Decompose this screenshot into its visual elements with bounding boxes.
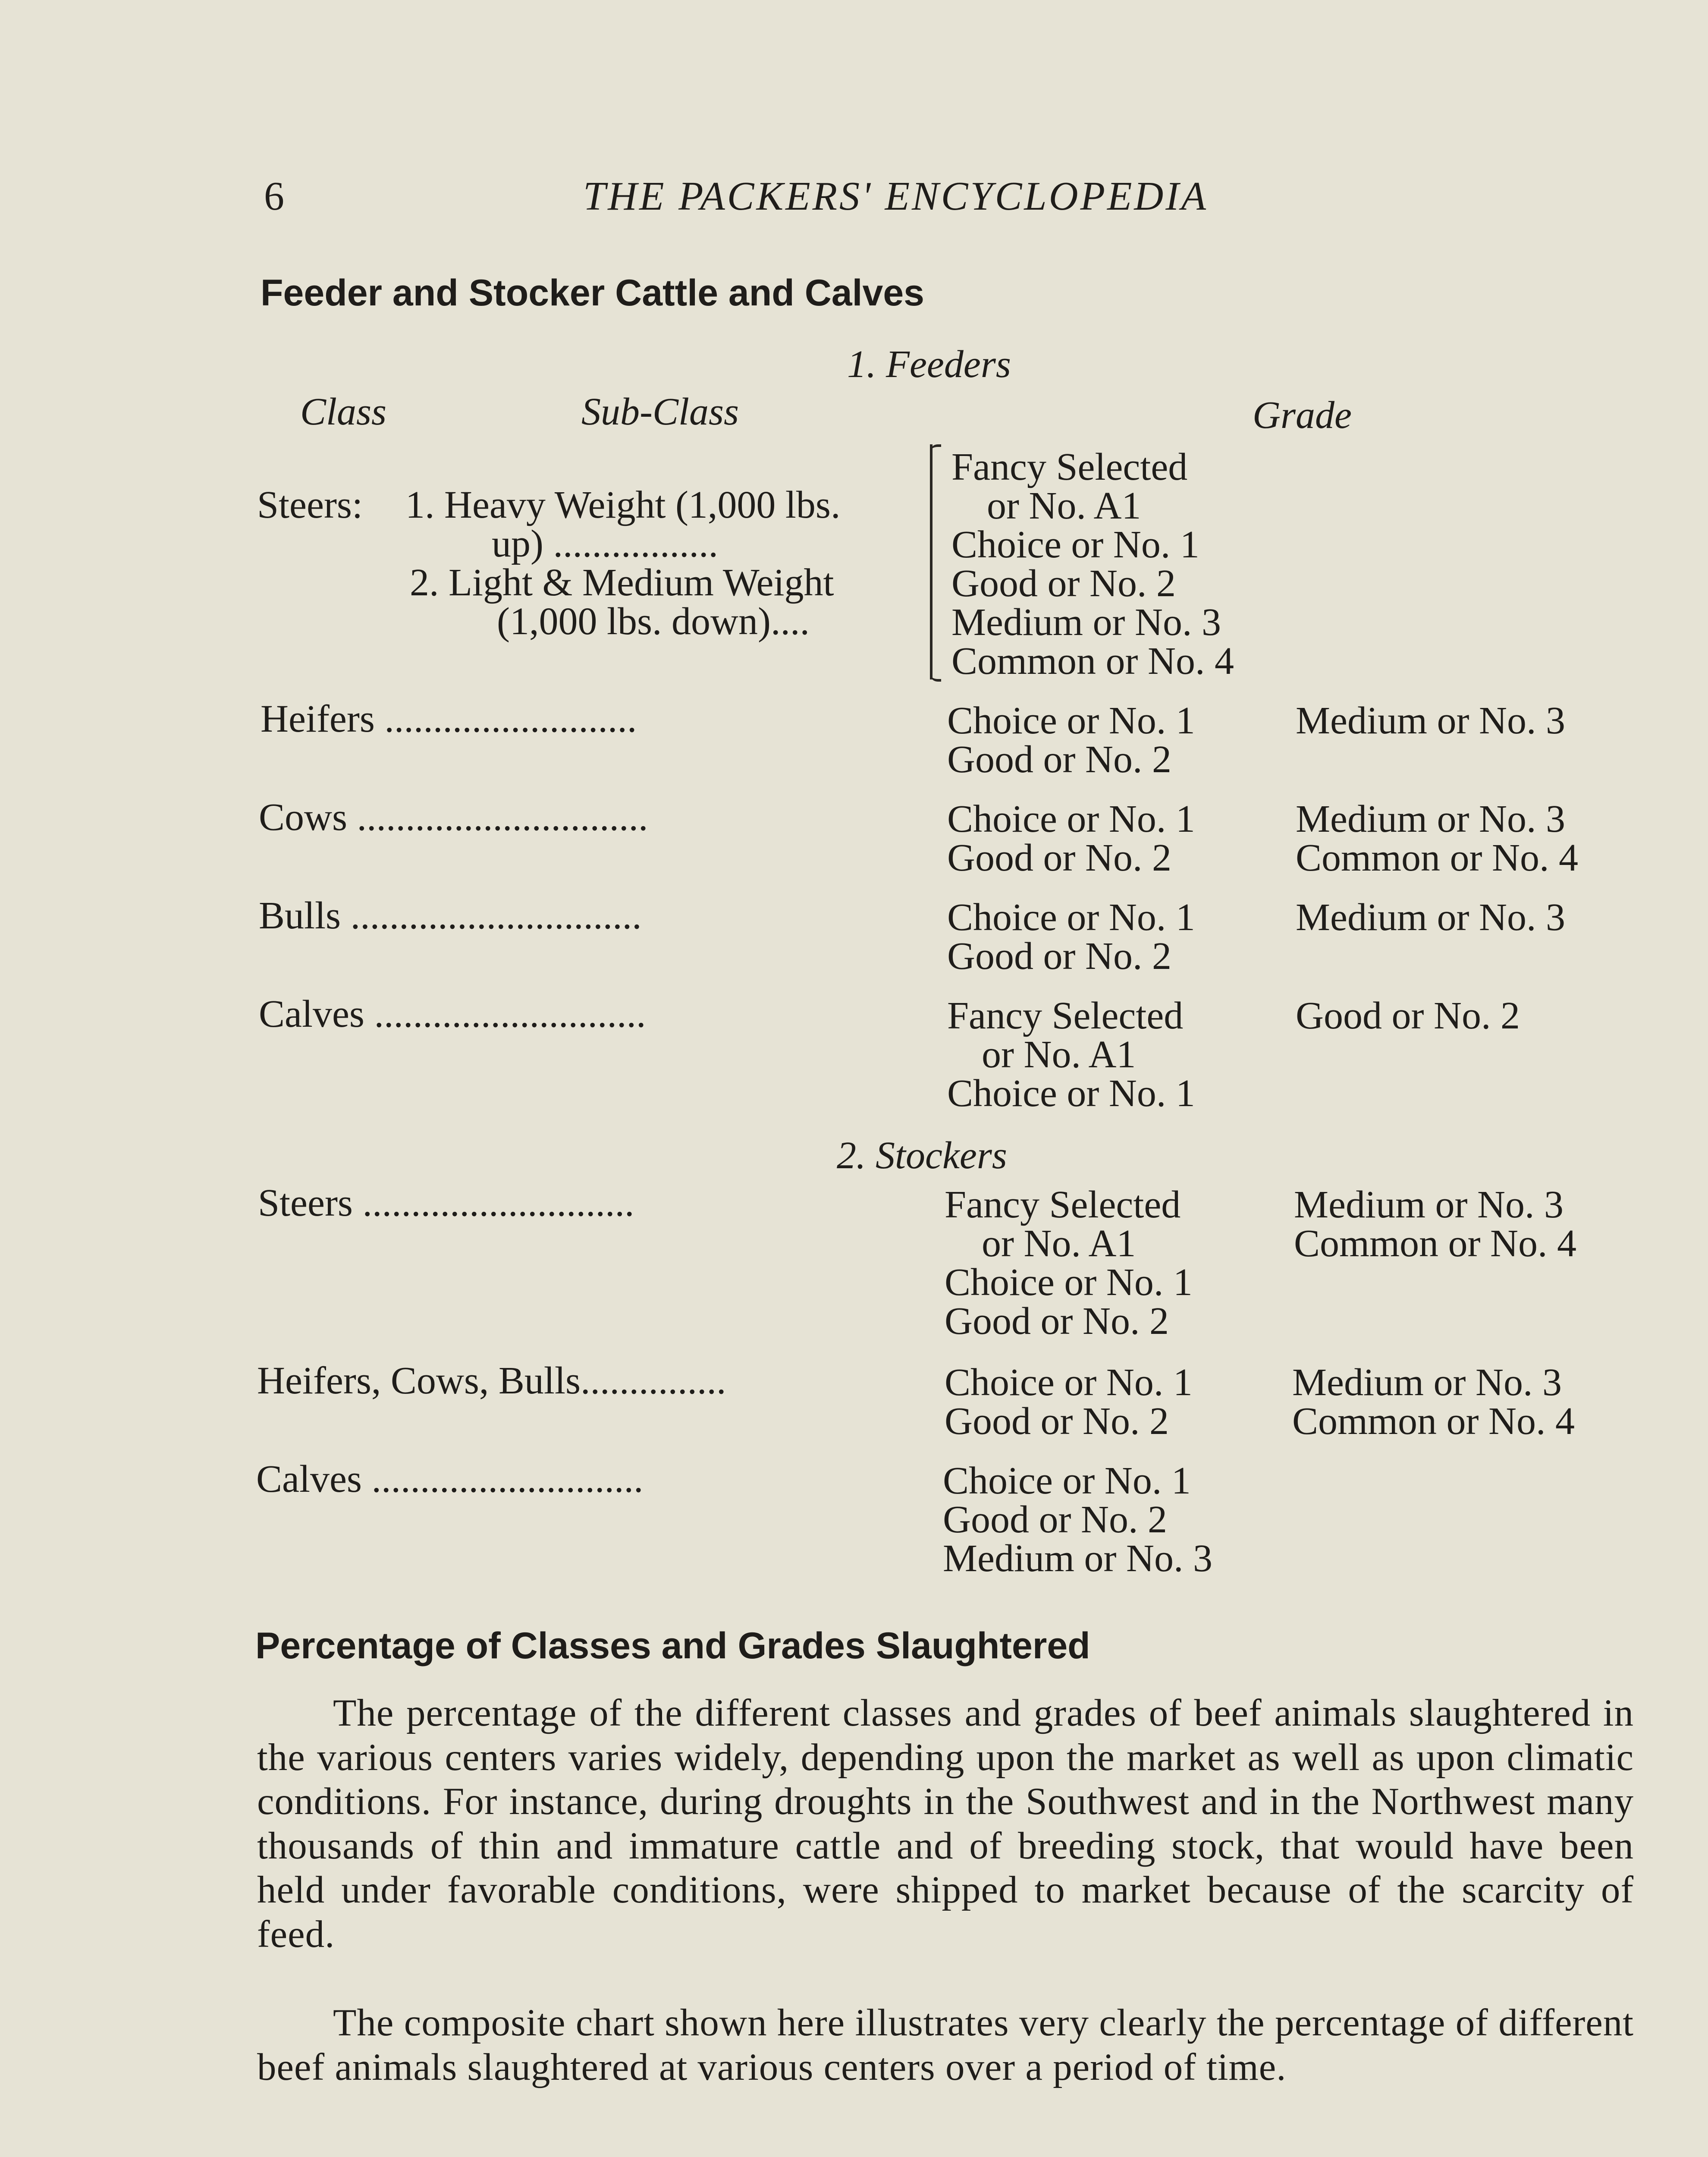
steers-class-label: Steers: (257, 484, 363, 526)
column-header-subclass: Sub-Class (581, 390, 739, 433)
feeder-grade: Choice or No. 1 (947, 798, 1195, 840)
feeder-grade-alt: Medium or No. 3 (1296, 896, 1565, 939)
running-title: THE PACKERS' ENCYCLOPEDIA (583, 174, 1209, 219)
section-heading-percentage: Percentage of Classes and Grades Slaughtered (255, 1625, 1090, 1666)
stocker-class-label: Calves ............................ (256, 1458, 644, 1500)
steers-subclass-light-cont: (1,000 lbs. down).... (497, 600, 810, 643)
steers-grade: Good or No. 2 (951, 562, 1176, 605)
stocker-grade-alt: Common or No. 4 (1294, 1222, 1577, 1265)
feeder-class-label: Bulls .............................. (259, 894, 642, 937)
feeder-grade-alt: Good or No. 2 (1296, 994, 1520, 1037)
steers-subclass-heavy: 1. Heavy Weight (1,000 lbs. (405, 484, 841, 526)
stocker-grade: Good or No. 2 (945, 1300, 1169, 1343)
feeder-grade: or No. A1 (982, 1033, 1136, 1076)
feeder-class-label: Heifers .......................... (261, 698, 637, 740)
section-heading-feeder-stocker: Feeder and Stocker Cattle and Calves (261, 272, 925, 314)
stockers-title: 2. Stockers (837, 1134, 1007, 1177)
steers-grade: Medium or No. 3 (951, 601, 1221, 644)
stocker-grade-alt: Medium or No. 3 (1292, 1361, 1562, 1404)
stocker-grade: Medium or No. 3 (943, 1537, 1212, 1580)
steers-grade: or No. A1 (987, 484, 1141, 527)
feeder-class-label: Cows .............................. (259, 796, 648, 839)
paragraph-percentage-1: The percentage of the different classes and grades of beef animals slaughtered in the various centers varies widely, depending upon the market as well as upon climatic conditions. For instance, during droughts in the Southwest and in the Northwest many thousands of thin and immature cattle and of breeding stock, that would have been held under favorable conditions, were shipped to market because of the scarcity of feed. (257, 1692, 1634, 1956)
brace-line (930, 444, 950, 679)
page-number: 6 (264, 174, 286, 219)
feeder-grade: Good or No. 2 (947, 836, 1171, 879)
steers-subclass-heavy-cont: up) ................. (492, 522, 718, 565)
steers-grade: Common or No. 4 (951, 640, 1234, 682)
stocker-grade: or No. A1 (982, 1222, 1136, 1265)
stocker-grade: Good or No. 2 (943, 1498, 1167, 1541)
steers-grade: Fancy Selected (951, 446, 1188, 488)
stocker-grade-alt: Medium or No. 3 (1294, 1183, 1564, 1226)
stocker-grade: Choice or No. 1 (945, 1361, 1193, 1404)
steers-grade: Choice or No. 1 (951, 523, 1199, 566)
column-header-grade: Grade (1253, 394, 1352, 437)
stocker-grade: Good or No. 2 (945, 1400, 1169, 1443)
feeder-class-label: Calves ............................ (259, 993, 646, 1035)
feeder-grade-alt: Medium or No. 3 (1296, 699, 1565, 742)
feeder-grade: Choice or No. 1 (947, 1072, 1195, 1115)
stocker-grade: Choice or No. 1 (945, 1261, 1193, 1304)
feeder-grade: Fancy Selected (947, 994, 1184, 1037)
feeder-grade: Choice or No. 1 (947, 896, 1195, 939)
stocker-class-label: Heifers, Cows, Bulls............... (257, 1359, 726, 1402)
stocker-grade: Choice or No. 1 (943, 1459, 1191, 1502)
stocker-grade-alt: Common or No. 4 (1292, 1400, 1575, 1443)
feeder-grade-alt: Common or No. 4 (1296, 836, 1579, 879)
feeder-grade: Choice or No. 1 (947, 699, 1195, 742)
steers-subclass-light: 2. Light & Medium Weight (410, 561, 834, 604)
feeder-grade-alt: Medium or No. 3 (1296, 798, 1565, 840)
paragraph-percentage-2: The composite chart shown here illustrates very clearly the percentage of different beef animals slaughtered at various centers over a period of time. (257, 2002, 1634, 2088)
stocker-grade: Fancy Selected (945, 1183, 1181, 1226)
feeder-grade: Good or No. 2 (947, 935, 1171, 978)
stocker-class-label: Steers ............................ (258, 1182, 634, 1224)
column-header-class: Class (300, 390, 387, 433)
feeders-title: 1. Feeders (847, 343, 1011, 386)
brace-bottom (930, 673, 941, 682)
feeder-grade: Good or No. 2 (947, 738, 1171, 781)
